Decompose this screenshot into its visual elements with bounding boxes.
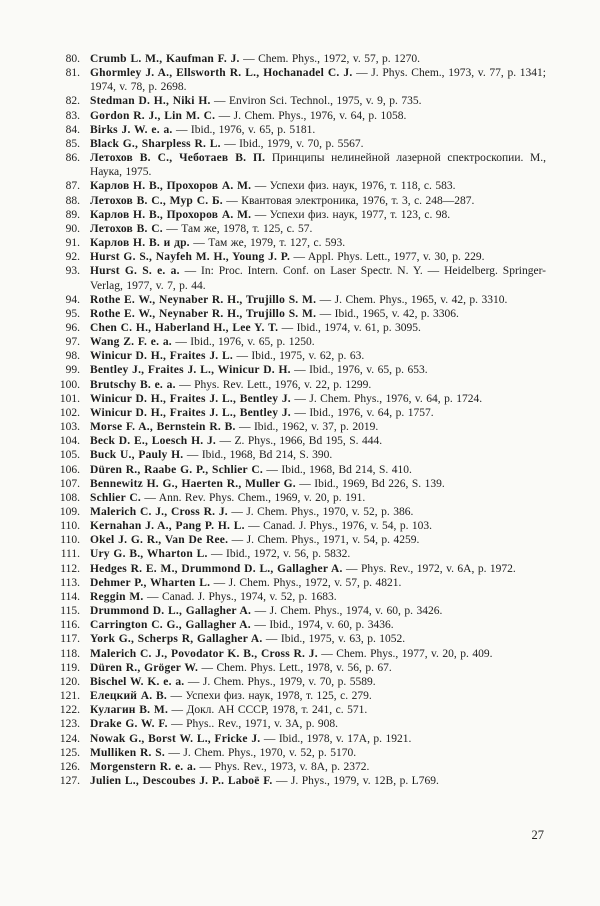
- reference-authors: Kernahan J. A., Pang P. H. L.: [90, 520, 245, 533]
- reference-number: 98.: [65, 350, 80, 363]
- reference-authors: Black G., Sharpless R. L.: [90, 137, 221, 150]
- reference-authors: Birks J. W. e. a.: [90, 123, 173, 136]
- reference-authors: York G., Scherps R, Gallagher A.: [90, 633, 263, 646]
- reference-entry: [46, 321, 546, 335]
- reference-entry: [46, 307, 546, 321]
- reference-entry: [46, 349, 546, 363]
- reference-number: 83.: [65, 109, 80, 122]
- reference-details: — Ibid., 1976, v. 65, p. 653.: [290, 364, 428, 377]
- reference-authors: Stedman D. H., Niki H.: [90, 95, 211, 108]
- reference-number: 121.: [59, 690, 80, 703]
- reference-authors: Bischel W. K. e. a.: [90, 675, 185, 688]
- reference-entry: [46, 179, 546, 193]
- reference-entry: [46, 576, 546, 590]
- reference-number: 80.: [65, 53, 80, 65]
- reference-number: 119.: [60, 661, 80, 674]
- reference-entry: [46, 151, 546, 179]
- reference-entry: [46, 434, 546, 448]
- reference-entry: [46, 760, 546, 774]
- reference-entry: [46, 194, 546, 208]
- reference-details: — Квантовая электроника, 1976, т. 3, с. 248—287.: [222, 194, 475, 207]
- reference-number: 88.: [65, 194, 80, 207]
- reference-authors: Drummond D. L., Gallagher A.: [90, 605, 252, 618]
- reference-number: 112.: [60, 562, 80, 575]
- reference-details: — Appl. Phys. Lett., 1977, v. 30, p. 229.: [290, 251, 485, 264]
- reference-details: — J. Phys. Chem., 1973, v. 77, p. 1341; 1974, v. 78, p. 2698.: [90, 67, 546, 94]
- reference-authors: Winicur D. H., Fraites J. L., Bentley J.: [90, 392, 291, 405]
- reference-details: — J. Phys., 1979, v. 12B, p. L769.: [272, 774, 439, 787]
- reference-authors: Carrington C. G., Gallagher A.: [90, 619, 251, 632]
- reference-entry: [46, 109, 546, 123]
- reference-authors: Brutschy B. e. a.: [90, 378, 176, 391]
- reference-authors: Hedges R. E. M., Drummond D. L., Gallagher A.: [90, 562, 343, 575]
- reference-details: — Z. Phys., 1966, Bd 195, S. 444.: [216, 435, 383, 448]
- reference-entry: [46, 137, 546, 151]
- reference-entry: [46, 66, 546, 94]
- reference-authors: Кулагин В. М.: [90, 704, 169, 717]
- reference-number: 110.: [60, 534, 80, 547]
- reference-number: 124.: [59, 732, 80, 745]
- reference-number: 96.: [65, 321, 80, 334]
- reference-number: 87.: [65, 180, 80, 193]
- reference-number: 120.: [59, 675, 80, 688]
- reference-entry: [46, 222, 546, 236]
- reference-authors: Bennewitz H. G., Haerten R., Muller G.: [90, 477, 296, 490]
- reference-authors: Летохов В. С., Мур С. Б.: [90, 194, 223, 207]
- reference-details: — Ibid., 1975, v. 63, p. 1052.: [262, 633, 406, 646]
- reference-number: 84.: [65, 123, 80, 136]
- reference-details: — J. Chem. Phys., 1971, v. 54, p. 4259.: [228, 534, 420, 547]
- reference-authors: Карлов Н. В., Прохоров А. М.: [90, 180, 252, 193]
- reference-authors: Julien L., Descoubes J. P.. Laboë F.: [90, 774, 273, 787]
- reference-details: — J. Chem. Phys., 1974, v. 60, p. 3426.: [251, 605, 443, 618]
- reference-entry: [46, 236, 546, 250]
- reference-details: — Canad. J. Phys., 1976, v. 54, p. 103.: [244, 520, 433, 533]
- reference-number: 116.: [60, 619, 80, 632]
- reference-number: 126.: [59, 760, 80, 773]
- reference-authors: Malerich C. J., Cross R. J.: [90, 506, 228, 518]
- reference-list: [46, 52, 546, 788]
- reference-number: 103.: [59, 421, 80, 434]
- reference-details: — Chem. Phys. Lett., 1978, v. 56, p. 67.: [198, 661, 392, 674]
- reference-number: 105.: [59, 449, 80, 462]
- reference-number: 106.: [59, 463, 80, 476]
- reference-number: 115.: [60, 605, 80, 618]
- reference-details: — Успехи физ. наук, 1976, т. 118, с. 583.: [251, 180, 456, 193]
- reference-number: 127.: [59, 774, 80, 787]
- reference-number: 118.: [60, 647, 80, 660]
- reference-details: — J. Chem. Phys., 1976, v. 64, p. 1724.: [290, 392, 483, 405]
- reference-details: — J. Chem. Phys., 1979, v. 70, p. 5589.: [184, 675, 376, 688]
- reference-number: 90.: [65, 222, 80, 235]
- reference-entry: [46, 746, 546, 760]
- reference-entry: [46, 703, 546, 717]
- reference-number: 123.: [59, 718, 80, 731]
- reference-number: 111.: [60, 548, 80, 561]
- reference-authors: Malerich C. J., Povodator K. B., Cross R. J.: [90, 647, 318, 660]
- reference-number: 93.: [65, 265, 80, 278]
- reference-entry: [46, 335, 546, 349]
- reference-details: — Успехи физ. наук, 1977, т. 123, с. 98.: [251, 208, 451, 221]
- reference-number: 125.: [59, 746, 80, 759]
- reference-details: — Ibid., 1972, v. 56, p. 5832.: [207, 548, 351, 561]
- reference-entry: [46, 618, 546, 632]
- reference-authors: Bentley J., Fraites J. L., Winicur D. H.: [90, 364, 291, 377]
- reference-number: 94.: [65, 293, 80, 306]
- reference-authors: Chen C. H., Haberland H., Lee Y. T.: [90, 321, 279, 334]
- reference-details: — Phys. Rev., 1973, v. 8A, p. 2372.: [196, 760, 370, 773]
- reference-entry: [46, 491, 546, 505]
- reference-details: — Ibid., 1974, v. 61, p. 3095.: [278, 321, 421, 334]
- reference-authors: Карлов Н. В., Прохоров А. М.: [90, 208, 252, 221]
- reference-details: — Environ Sci. Technol., 1975, v. 9, p. 735.: [210, 95, 422, 108]
- reference-details: Принципы нелинейной лазерной спектроскопии. М., Наука, 1975.: [90, 152, 546, 179]
- reference-entry: [46, 392, 546, 406]
- reference-entry: [46, 250, 546, 264]
- reference-details: — Ibid., 1976, v. 64, p. 1757.: [290, 406, 434, 419]
- reference-details: — Ibid., 1965, v. 42, p. 3306.: [316, 307, 459, 320]
- reference-authors: Morgenstern R. e. a.: [90, 760, 197, 773]
- reference-authors: Buck U., Pauly H.: [90, 449, 184, 462]
- reference-number: 114.: [60, 590, 80, 603]
- reference-authors: Winicur D. H., Fraites J. L., Bentley J.: [90, 406, 291, 419]
- reference-authors: Gordon R. J., Lin M. C.: [90, 109, 216, 122]
- reference-entry: [46, 604, 546, 618]
- reference-authors: Düren R., Raabe G. P., Schlier C.: [90, 463, 263, 476]
- reference-authors: Hurst G. S., Nayfeh M. H., Young J. P.: [90, 251, 291, 264]
- reference-details: — Ibid., 1969, Bd 226, S. 139.: [295, 477, 445, 490]
- reference-entry: [46, 533, 546, 547]
- reference-details: — Там же, 1979, т. 127, с. 593.: [189, 237, 346, 250]
- reference-authors: Reggin M.: [90, 590, 144, 603]
- reference-details: — Phys.. Rev., 1971, v. 3A, p. 908.: [167, 718, 339, 731]
- reference-number: 110.: [60, 520, 80, 533]
- reference-details: — Успехи физ. наук, 1978, т. 125, с. 279.: [167, 690, 372, 703]
- reference-entry: [46, 378, 546, 392]
- reference-entry: [46, 208, 546, 222]
- reference-entry: [46, 562, 546, 576]
- reference-authors: Schlier C.: [90, 491, 141, 504]
- reference-entry: [46, 463, 546, 477]
- reference-entry: [46, 448, 546, 462]
- reference-entry: [46, 52, 546, 66]
- reference-number: 82.: [65, 95, 80, 108]
- reference-details: — J. Chem. Phys., 1972, v. 57, p. 4821.: [210, 576, 402, 589]
- reference-number: 85.: [65, 137, 80, 150]
- reference-authors: Hurst G. S. e. a.: [90, 265, 180, 278]
- reference-number: 86.: [65, 152, 80, 165]
- reference-number: 100.: [59, 378, 80, 391]
- reference-entry: [46, 123, 546, 137]
- reference-authors: Карлов Н. В. и др.: [90, 237, 190, 250]
- reference-details: — Ibid., 1976, v. 65, p. 1250.: [171, 336, 315, 349]
- reference-entry: [46, 406, 546, 420]
- reference-authors: Mulliken R. S.: [90, 746, 165, 759]
- reference-entry: [46, 293, 546, 307]
- reference-authors: Dehmer P., Wharten L.: [90, 576, 211, 589]
- reference-details: — J. Chem. Phys., 1970, v. 52, p. 5170.: [164, 746, 357, 759]
- reference-number: 99.: [65, 364, 80, 377]
- reference-number: 113.: [60, 576, 80, 589]
- reference-entry: [46, 477, 546, 491]
- reference-authors: Rothe E. W., Neynaber R. H., Trujillo S. M.: [90, 307, 317, 320]
- reference-authors: Елецкий А. В.: [90, 690, 168, 703]
- reference-details: — Ann. Rev. Phys. Chem., 1969, v. 20, p. 191.: [140, 491, 366, 504]
- reference-number: 109.: [59, 506, 80, 518]
- reference-details: — Ibid., 1968, Bd 214, S. 410.: [262, 463, 412, 476]
- reference-entry: [46, 264, 546, 292]
- reference-number: 97.: [65, 336, 80, 349]
- reference-details: — Ibid., 1975, v. 62, p. 63.: [232, 350, 365, 363]
- reference-entry: [46, 547, 546, 561]
- reference-authors: Nowak G., Borst W. L., Fricke J.: [90, 732, 261, 745]
- reference-entry: [46, 519, 546, 533]
- reference-entry: [46, 590, 546, 604]
- reference-authors: Ury G. B., Wharton L.: [90, 548, 208, 561]
- reference-details: — Ibid., 1974, v. 60, p. 3436.: [250, 619, 394, 632]
- reference-details: — Ibid., 1962, v. 37, p. 2019.: [235, 421, 379, 434]
- reference-entry: [46, 363, 546, 377]
- reference-details: — Там же, 1978, т. 125, с. 57.: [162, 222, 313, 235]
- reference-details: — Ibid., 1979, v. 70, p. 5567.: [220, 137, 364, 150]
- reference-number: 117.: [60, 633, 80, 646]
- reference-entry: [46, 661, 546, 675]
- reference-number: 92.: [65, 251, 80, 264]
- reference-authors: Morse F. A., Bernstein R. B.: [90, 421, 236, 434]
- reference-entry: [46, 732, 546, 746]
- reference-authors: Летохов В. С., Чеботаев В. П.: [90, 152, 266, 165]
- reference-details: — Ibid., 1976, v. 65, p. 5181.: [172, 123, 316, 136]
- reference-authors: Ghormley J. A., Ellsworth R. L., Hochanadel C. J.: [90, 67, 353, 80]
- reference-number: 122.: [59, 704, 80, 717]
- page-number: 27: [531, 828, 544, 842]
- reference-details: — Phys. Rev. Lett., 1976, v. 22, p. 1299.: [175, 378, 372, 391]
- reference-entry: [46, 774, 546, 788]
- reference-details: — Canad. J. Phys., 1974, v. 52, p. 1683.: [143, 590, 337, 603]
- reference-authors: Winicur D. H., Fraites J. L.: [90, 350, 233, 363]
- reference-authors: Rothe E. W., Neynaber R. H., Trujillo S. M.: [90, 293, 317, 306]
- reference-authors: Летохов В. С.: [90, 222, 163, 235]
- reference-details: — Chem. Phys., 1977, v. 20, p. 409.: [317, 647, 493, 660]
- reference-entry: [46, 689, 546, 703]
- reference-authors: Düren R., Gröger W.: [90, 661, 199, 674]
- reference-details: — J. Chem. Phys., 1976, v. 64, p. 1058.: [215, 109, 407, 122]
- reference-details: — In: Proc. Intern. Conf. on Laser Spectr. N. Y. — Heidelberg. Springer-Verlag, 1977, v. 7, p. 44.: [90, 265, 547, 292]
- reference-number: 107.: [59, 477, 80, 490]
- reference-details: — Ibid., 1978, v. 17A, p. 1921.: [260, 732, 412, 745]
- reference-entry: [46, 675, 546, 689]
- reference-authors: Okel J. G. R., Van De Ree.: [90, 534, 229, 547]
- reference-number: 89.: [65, 208, 80, 221]
- reference-authors: Drake G. W. F.: [90, 718, 168, 731]
- reference-entry: [46, 505, 546, 519]
- reference-entry: [46, 420, 546, 434]
- reference-details: — Докл. АН СССР, 1978, т. 241, с. 571.: [168, 704, 368, 717]
- reference-details: — Ibid., 1968, Bd 214, S. 390.: [183, 449, 333, 462]
- reference-details: — Phys. Rev., 1972, v. 6A, p. 1972.: [342, 562, 516, 575]
- reference-entry: [46, 647, 546, 661]
- reference-number: 104.: [59, 435, 80, 448]
- reference-authors: Beck D. E., Loesch H. J.: [90, 435, 216, 448]
- reference-authors: Crumb L. M., Kaufman F. J.: [90, 53, 240, 65]
- reference-authors: Wang Z. F. e. a.: [90, 336, 172, 349]
- reference-number: 101.: [59, 392, 80, 405]
- reference-details: — J. Chem. Phys., 1965, v. 42, p. 3310.: [316, 293, 508, 306]
- reference-entry: [46, 94, 546, 108]
- reference-number: 95.: [65, 307, 80, 320]
- reference-entry: [46, 632, 546, 646]
- reference-entry: [46, 717, 546, 731]
- reference-number: 102.: [59, 406, 80, 419]
- reference-details: — J. Chem. Phys., 1970, v. 52, p. 386.: [227, 506, 414, 518]
- reference-number: 91.: [65, 237, 80, 250]
- reference-number: 108.: [59, 491, 80, 504]
- reference-details: — Chem. Phys., 1972, v. 57, p. 1270.: [239, 53, 421, 65]
- reference-number: 81.: [65, 67, 80, 80]
